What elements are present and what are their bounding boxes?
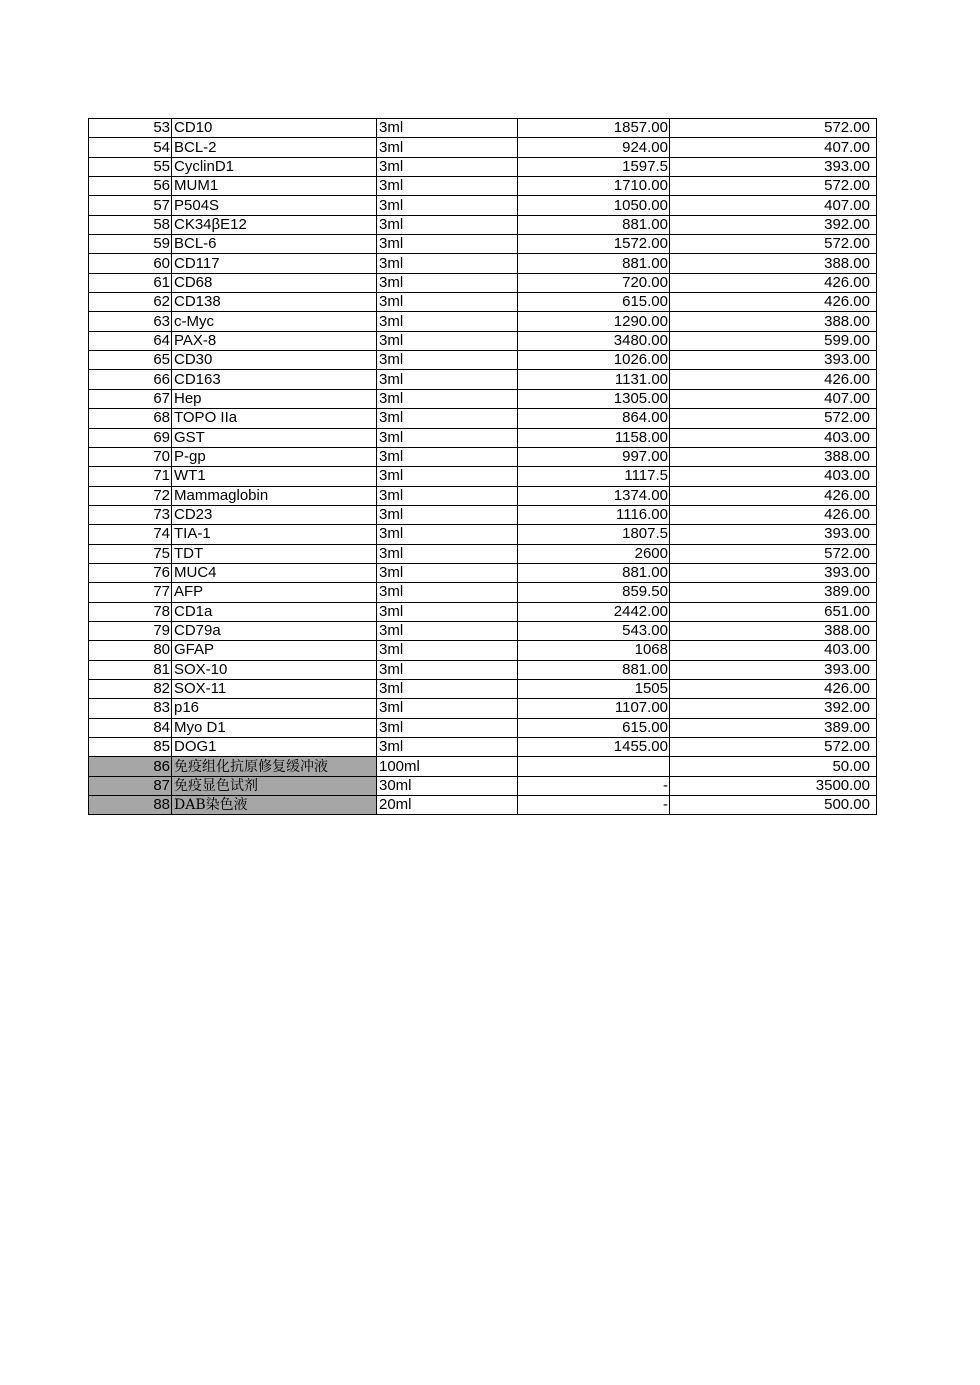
row-number-cell: 78 <box>89 602 172 621</box>
volume-cell: 3ml <box>377 447 518 466</box>
reagent-name-cell: CyclinD1 <box>172 157 377 176</box>
row-number-cell: 59 <box>89 235 172 254</box>
volume-cell: 3ml <box>377 699 518 718</box>
volume-cell: 3ml <box>377 563 518 582</box>
price-cell: 720.00 <box>518 273 670 292</box>
price-cell: 388.00 <box>670 621 877 640</box>
reagent-name-cell: CD1a <box>172 602 377 621</box>
table-row <box>89 235 877 254</box>
row-number-cell: 85 <box>89 738 172 757</box>
reagent-name-cell: CD138 <box>172 293 377 312</box>
volume-cell: 3ml <box>377 738 518 757</box>
price-table <box>88 118 877 815</box>
price-cell: 881.00 <box>518 254 670 273</box>
row-number-cell: 62 <box>89 293 172 312</box>
table-row <box>89 312 877 331</box>
price-cell: 1455.00 <box>518 738 670 757</box>
row-number-cell: 60 <box>89 254 172 273</box>
row-number-cell: 86 <box>89 757 172 776</box>
volume-cell: 3ml <box>377 505 518 524</box>
price-cell: 392.00 <box>670 699 877 718</box>
reagent-name-cell: Mammaglobin <box>172 486 377 505</box>
reagent-name-cell: P504S <box>172 196 377 215</box>
price-cell: 50.00 <box>670 757 877 776</box>
price-cell: 615.00 <box>518 293 670 312</box>
price-cell: 393.00 <box>670 525 877 544</box>
volume-cell: 3ml <box>377 293 518 312</box>
table-row <box>89 718 877 737</box>
row-number-cell: 74 <box>89 525 172 544</box>
table-row <box>89 757 877 776</box>
price-cell: 1107.00 <box>518 699 670 718</box>
price-cell: 1505 <box>518 679 670 698</box>
table-row <box>89 679 877 698</box>
reagent-name-cell: P-gp <box>172 447 377 466</box>
row-number-cell: 61 <box>89 273 172 292</box>
price-cell: 426.00 <box>670 370 877 389</box>
reagent-name-cell: CK34βE12 <box>172 215 377 234</box>
reagent-name-cell: TIA-1 <box>172 525 377 544</box>
reagent-name-cell: CD79a <box>172 621 377 640</box>
row-number-cell: 54 <box>89 138 172 157</box>
price-cell: 393.00 <box>670 157 877 176</box>
table-row <box>89 505 877 524</box>
reagent-name-cell: Myo D1 <box>172 718 377 737</box>
table-row <box>89 177 877 196</box>
price-cell: 1857.00 <box>518 119 670 138</box>
price-cell: 1131.00 <box>518 370 670 389</box>
price-cell: 2442.00 <box>518 602 670 621</box>
price-cell: 1116.00 <box>518 505 670 524</box>
price-cell: 393.00 <box>670 351 877 370</box>
price-cell: 426.00 <box>670 486 877 505</box>
price-table-body <box>89 119 877 815</box>
table-row <box>89 796 877 815</box>
table-row <box>89 196 877 215</box>
table-row <box>89 583 877 602</box>
reagent-name-cell: MUC4 <box>172 563 377 582</box>
price-cell: 407.00 <box>670 196 877 215</box>
table-row <box>89 447 877 466</box>
price-cell: 572.00 <box>670 544 877 563</box>
table-row <box>89 467 877 486</box>
volume-cell: 3ml <box>377 641 518 660</box>
row-number-cell: 81 <box>89 660 172 679</box>
volume-cell: 3ml <box>377 370 518 389</box>
price-cell: 407.00 <box>670 389 877 408</box>
reagent-name-cell: CD68 <box>172 273 377 292</box>
table-row <box>89 138 877 157</box>
table-row <box>89 254 877 273</box>
volume-cell: 3ml <box>377 235 518 254</box>
price-cell: 403.00 <box>670 428 877 447</box>
volume-cell: 3ml <box>377 467 518 486</box>
reagent-name-cell: TOPO IIa <box>172 409 377 428</box>
row-number-cell: 79 <box>89 621 172 640</box>
reagent-name-cell: SOX-11 <box>172 679 377 698</box>
price-cell: 1068 <box>518 641 670 660</box>
price-cell: 997.00 <box>518 447 670 466</box>
row-number-cell: 72 <box>89 486 172 505</box>
price-cell: 599.00 <box>670 331 877 350</box>
price-cell: 572.00 <box>670 738 877 757</box>
reagent-name-cell: DAB染色液 <box>172 796 377 815</box>
reagent-name-cell: PAX-8 <box>172 331 377 350</box>
price-cell: 1050.00 <box>518 196 670 215</box>
price-cell: 3500.00 <box>670 776 877 795</box>
price-cell: 403.00 <box>670 467 877 486</box>
table-row <box>89 293 877 312</box>
table-row <box>89 409 877 428</box>
volume-cell: 3ml <box>377 351 518 370</box>
reagent-name-cell: GST <box>172 428 377 447</box>
reagent-name-cell: CD23 <box>172 505 377 524</box>
price-cell: 1572.00 <box>518 235 670 254</box>
price-cell: 615.00 <box>518 718 670 737</box>
price-cell: 1807.5 <box>518 525 670 544</box>
volume-cell: 30ml <box>377 776 518 795</box>
volume-cell: 3ml <box>377 389 518 408</box>
table-row <box>89 351 877 370</box>
table-row <box>89 641 877 660</box>
price-cell: 924.00 <box>518 138 670 157</box>
table-row <box>89 660 877 679</box>
reagent-name-cell: 免疫显色试剂 <box>172 776 377 795</box>
price-cell: 392.00 <box>670 215 877 234</box>
volume-cell: 3ml <box>377 602 518 621</box>
price-cell: 426.00 <box>670 273 877 292</box>
price-cell: 1597.5 <box>518 157 670 176</box>
table-row <box>89 428 877 447</box>
reagent-name-cell: TDT <box>172 544 377 563</box>
row-number-cell: 84 <box>89 718 172 737</box>
table-row <box>89 776 877 795</box>
price-cell: - <box>518 796 670 815</box>
price-cell: 859.50 <box>518 583 670 602</box>
price-cell: 572.00 <box>670 409 877 428</box>
table-row <box>89 215 877 234</box>
price-cell: 393.00 <box>670 660 877 679</box>
table-row <box>89 370 877 389</box>
row-number-cell: 56 <box>89 177 172 196</box>
row-number-cell: 64 <box>89 331 172 350</box>
table-row <box>89 273 877 292</box>
row-number-cell: 83 <box>89 699 172 718</box>
row-number-cell: 58 <box>89 215 172 234</box>
volume-cell: 3ml <box>377 215 518 234</box>
reagent-name-cell: BCL-2 <box>172 138 377 157</box>
volume-cell: 3ml <box>377 177 518 196</box>
row-number-cell: 70 <box>89 447 172 466</box>
price-cell: 1290.00 <box>518 312 670 331</box>
volume-cell: 3ml <box>377 119 518 138</box>
price-cell <box>518 757 670 776</box>
volume-cell: 3ml <box>377 660 518 679</box>
price-cell: 426.00 <box>670 293 877 312</box>
table-row <box>89 331 877 350</box>
reagent-name-cell: AFP <box>172 583 377 602</box>
table-row <box>89 602 877 621</box>
row-number-cell: 80 <box>89 641 172 660</box>
reagent-name-cell: 免疫组化抗原修复缓冲液 <box>172 757 377 776</box>
price-cell: 1158.00 <box>518 428 670 447</box>
volume-cell: 3ml <box>377 525 518 544</box>
volume-cell: 3ml <box>377 718 518 737</box>
table-row <box>89 157 877 176</box>
price-cell: 572.00 <box>670 119 877 138</box>
price-cell: 881.00 <box>518 660 670 679</box>
row-number-cell: 67 <box>89 389 172 408</box>
reagent-name-cell: CD30 <box>172 351 377 370</box>
price-cell: 500.00 <box>670 796 877 815</box>
table-row <box>89 525 877 544</box>
row-number-cell: 65 <box>89 351 172 370</box>
volume-cell: 3ml <box>377 621 518 640</box>
row-number-cell: 55 <box>89 157 172 176</box>
reagent-name-cell: c-Myc <box>172 312 377 331</box>
volume-cell: 3ml <box>377 312 518 331</box>
volume-cell: 3ml <box>377 583 518 602</box>
reagent-name-cell: CD10 <box>172 119 377 138</box>
reagent-name-cell: WT1 <box>172 467 377 486</box>
price-cell: 1117.5 <box>518 467 670 486</box>
volume-cell: 3ml <box>377 679 518 698</box>
volume-cell: 3ml <box>377 409 518 428</box>
price-cell: 1305.00 <box>518 389 670 408</box>
price-cell: 1374.00 <box>518 486 670 505</box>
price-cell: 407.00 <box>670 138 877 157</box>
price-cell: 572.00 <box>670 235 877 254</box>
price-cell: 881.00 <box>518 563 670 582</box>
table-row <box>89 544 877 563</box>
price-cell: 864.00 <box>518 409 670 428</box>
row-number-cell: 77 <box>89 583 172 602</box>
price-cell: 2600 <box>518 544 670 563</box>
price-cell: 388.00 <box>670 312 877 331</box>
row-number-cell: 69 <box>89 428 172 447</box>
row-number-cell: 68 <box>89 409 172 428</box>
table-row <box>89 738 877 757</box>
reagent-name-cell: BCL-6 <box>172 235 377 254</box>
reagent-name-cell: CD117 <box>172 254 377 273</box>
price-cell: 388.00 <box>670 254 877 273</box>
price-cell: 388.00 <box>670 447 877 466</box>
price-cell: - <box>518 776 670 795</box>
volume-cell: 3ml <box>377 331 518 350</box>
table-row <box>89 486 877 505</box>
price-cell: 881.00 <box>518 215 670 234</box>
reagent-name-cell: MUM1 <box>172 177 377 196</box>
price-cell: 1710.00 <box>518 177 670 196</box>
volume-cell: 3ml <box>377 254 518 273</box>
price-cell: 426.00 <box>670 505 877 524</box>
row-number-cell: 82 <box>89 679 172 698</box>
price-cell: 543.00 <box>518 621 670 640</box>
volume-cell: 3ml <box>377 544 518 563</box>
row-number-cell: 57 <box>89 196 172 215</box>
row-number-cell: 71 <box>89 467 172 486</box>
row-number-cell: 87 <box>89 776 172 795</box>
price-cell: 389.00 <box>670 583 877 602</box>
price-cell: 389.00 <box>670 718 877 737</box>
price-cell: 1026.00 <box>518 351 670 370</box>
table-row <box>89 621 877 640</box>
price-cell: 572.00 <box>670 177 877 196</box>
reagent-name-cell: CD163 <box>172 370 377 389</box>
volume-cell: 3ml <box>377 428 518 447</box>
reagent-name-cell: GFAP <box>172 641 377 660</box>
volume-cell: 100ml <box>377 757 518 776</box>
volume-cell: 3ml <box>377 486 518 505</box>
table-row <box>89 119 877 138</box>
volume-cell: 20ml <box>377 796 518 815</box>
row-number-cell: 66 <box>89 370 172 389</box>
price-cell: 403.00 <box>670 641 877 660</box>
price-cell: 393.00 <box>670 563 877 582</box>
reagent-name-cell: p16 <box>172 699 377 718</box>
reagent-name-cell: Hep <box>172 389 377 408</box>
volume-cell: 3ml <box>377 138 518 157</box>
price-cell: 651.00 <box>670 602 877 621</box>
row-number-cell: 73 <box>89 505 172 524</box>
row-number-cell: 53 <box>89 119 172 138</box>
reagent-name-cell: DOG1 <box>172 738 377 757</box>
row-number-cell: 63 <box>89 312 172 331</box>
volume-cell: 3ml <box>377 273 518 292</box>
row-number-cell: 76 <box>89 563 172 582</box>
table-row <box>89 699 877 718</box>
table-row <box>89 389 877 408</box>
row-number-cell: 75 <box>89 544 172 563</box>
table-row <box>89 563 877 582</box>
price-cell: 426.00 <box>670 679 877 698</box>
volume-cell: 3ml <box>377 157 518 176</box>
reagent-name-cell: SOX-10 <box>172 660 377 679</box>
row-number-cell: 88 <box>89 796 172 815</box>
volume-cell: 3ml <box>377 196 518 215</box>
price-cell: 3480.00 <box>518 331 670 350</box>
